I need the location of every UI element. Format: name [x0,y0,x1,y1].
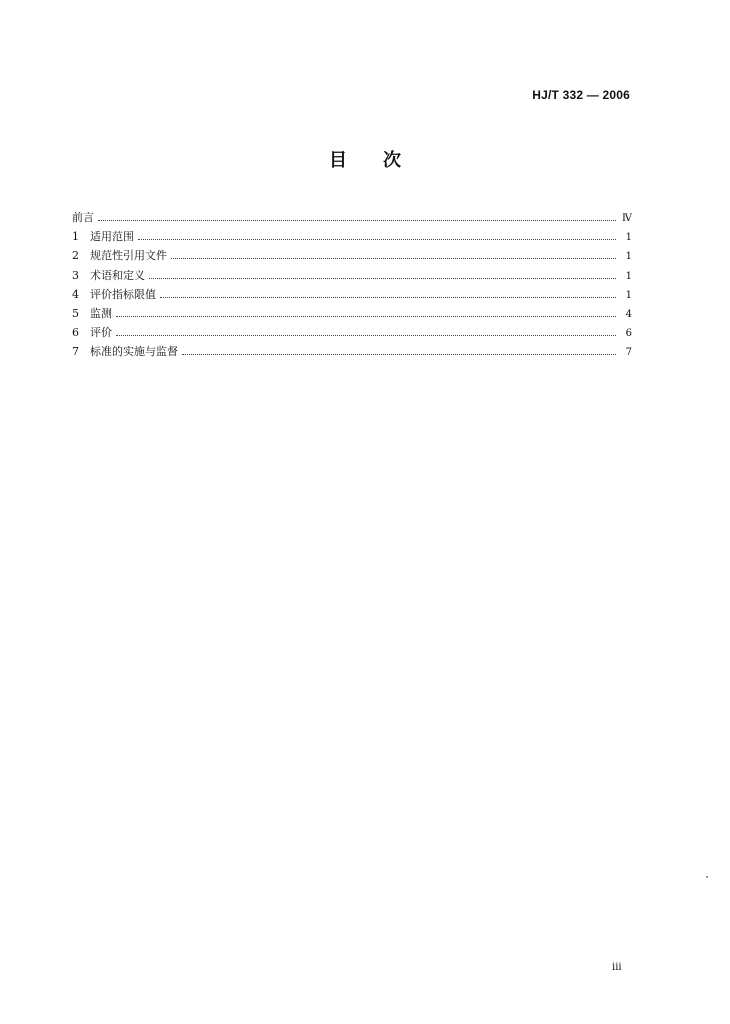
toc-entry-label: 术语和定义 [90,268,145,282]
table-of-contents [72,208,632,362]
toc-entry-page: 7 [625,347,632,359]
toc-entry-page: 1 [625,289,632,301]
dot-leader [138,239,616,240]
toc-entry-2[interactable] [72,246,632,265]
standard-code: HJ/T 332 — 2006 [532,88,630,102]
toc-entry-label: 前言 [72,211,94,224]
toc-entry-4[interactable] [72,285,632,304]
toc-entry-number: 2 [72,249,79,263]
toc-entry-number: 6 [72,326,79,340]
toc-entry-3[interactable] [72,266,632,285]
dot-leader [171,258,616,259]
toc-entry-page: 4 [625,308,632,320]
toc-entry-label: 评价指标限值 [90,287,156,301]
toc-entry-6[interactable] [72,323,632,342]
toc-entry-number: 5 [72,306,79,320]
toc-entry-7[interactable] [72,342,632,361]
dot-leader [116,316,616,317]
toc-entry-number: 4 [72,287,79,301]
toc-entry-label: 规范性引用文件 [90,249,167,263]
dot-leader [116,335,616,336]
toc-entry-5[interactable] [72,304,632,323]
scan-speck [706,876,708,878]
toc-entry-label: 监测 [90,306,112,320]
toc-entry-label: 评价 [90,326,112,340]
toc-entry-1[interactable] [72,227,632,246]
toc-entry-page: 1 [625,232,632,244]
toc-entry-page: Ⅳ [622,213,632,224]
dot-leader [149,278,616,279]
page-number: iii [612,962,622,973]
toc-entry-label: 适用范围 [90,230,134,244]
toc-entry-number: 1 [72,230,79,244]
toc-entry-label: 标准的实施与监督 [90,345,178,359]
toc-entry-number: 3 [72,268,79,282]
page-title: 目次 [329,150,437,171]
toc-entry-number: 7 [72,345,79,359]
dot-leader [98,220,616,221]
dot-leader [182,354,616,355]
dot-leader [160,297,616,298]
toc-entry-page: 1 [625,251,632,263]
toc-entry-foreword[interactable] [72,208,632,227]
toc-entry-page: 1 [625,270,632,282]
toc-entry-page: 6 [625,328,632,340]
